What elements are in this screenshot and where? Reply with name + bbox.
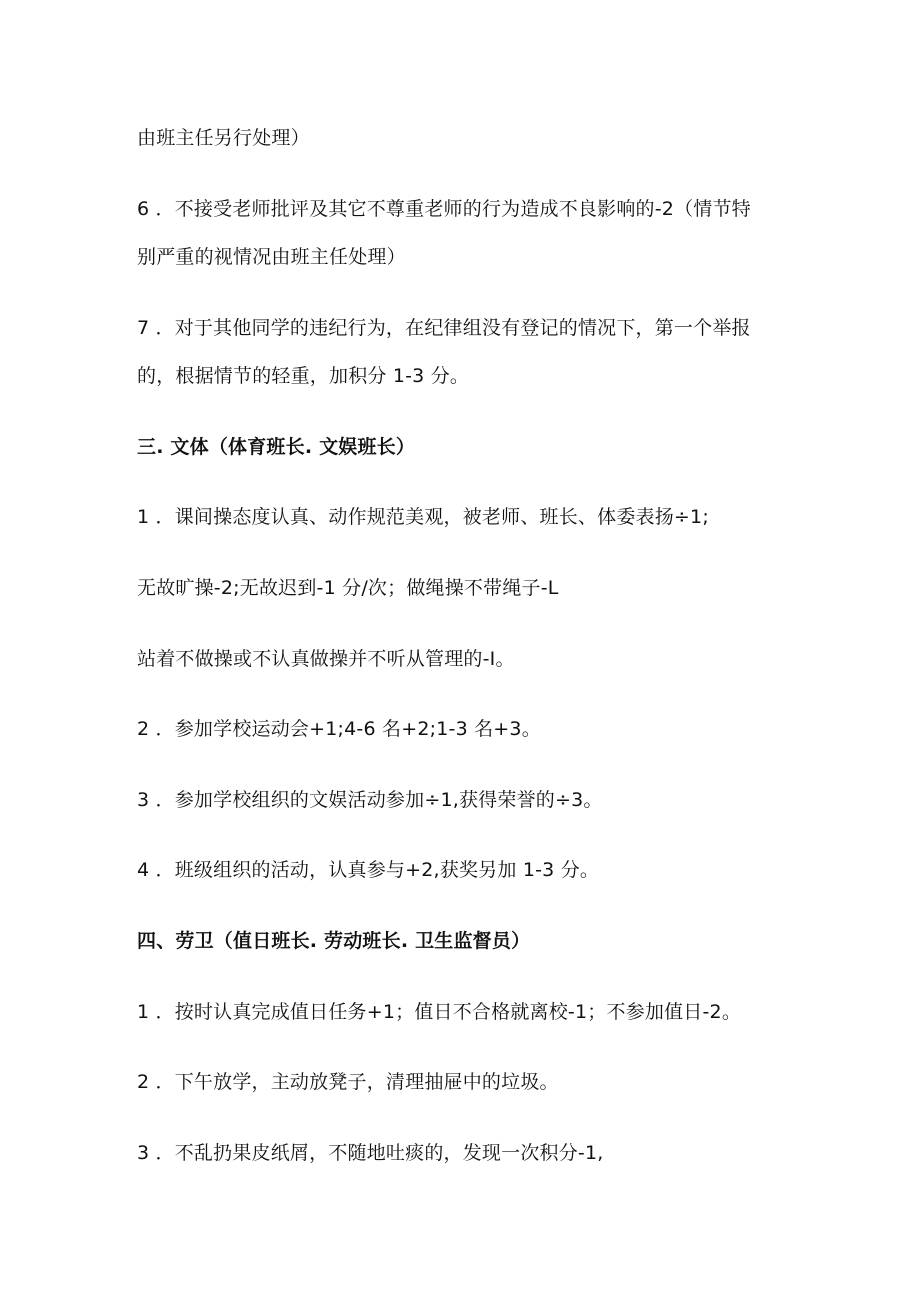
rule-item-2: 2 ．下午放学，主动放凳子，清理抽屉中的垃圾。 bbox=[137, 1071, 559, 1093]
rule-item-1: 1 ．课间操态度认真、动作规范美观，被老师、班长、体委表扬÷1; bbox=[137, 506, 709, 528]
section-heading-wenti: 三. 文体（体育班长. 文娱班长） bbox=[137, 436, 416, 458]
rule-item-2: 2 ．参加学校运动会+1;4-6 名+2;1-3 名+3。 bbox=[137, 718, 541, 740]
rule-item-1: 1 ．按时认真完成值日任务+1；值日不合格就离校-1；不参加值日-2。 bbox=[137, 1001, 742, 1023]
rule-item-3: 3 ．不乱扔果皮纸屑，不随地吐痰的，发现一次积分-1, bbox=[137, 1142, 604, 1164]
rule-item-7: 7 ．对于其他同学的违纪行为，在纪律组没有登记的情况下，第一个举报 bbox=[137, 317, 751, 339]
section-heading-laowei: 四、劳卫（值日班长. 劳动班长. 卫生监督员） bbox=[137, 930, 531, 952]
text-line: 无故旷操-2;无故迟到-1 分/次；做绳操不带绳子-L bbox=[137, 577, 559, 599]
rule-item-6: 6 ．不接受老师批评及其它不尊重老师的行为造成不良影响的-2（情节特 bbox=[137, 198, 751, 220]
text-line: 别严重的视情况由班主任处理） bbox=[137, 246, 406, 268]
text-line: 由班主任另行处理） bbox=[137, 127, 310, 149]
rule-item-3: 3 ．参加学校组织的文娱活动参加÷1,获得荣誉的÷3。 bbox=[137, 789, 603, 811]
text-line: 的，根据情节的轻重，加积分 1-3 分。 bbox=[137, 365, 470, 387]
text-line: 站着不做操或不认真做操并不听从管理的-I。 bbox=[137, 648, 515, 670]
rule-item-4: 4 ．班级组织的活动，认真参与+2,获奖另加 1-3 分。 bbox=[137, 859, 600, 881]
